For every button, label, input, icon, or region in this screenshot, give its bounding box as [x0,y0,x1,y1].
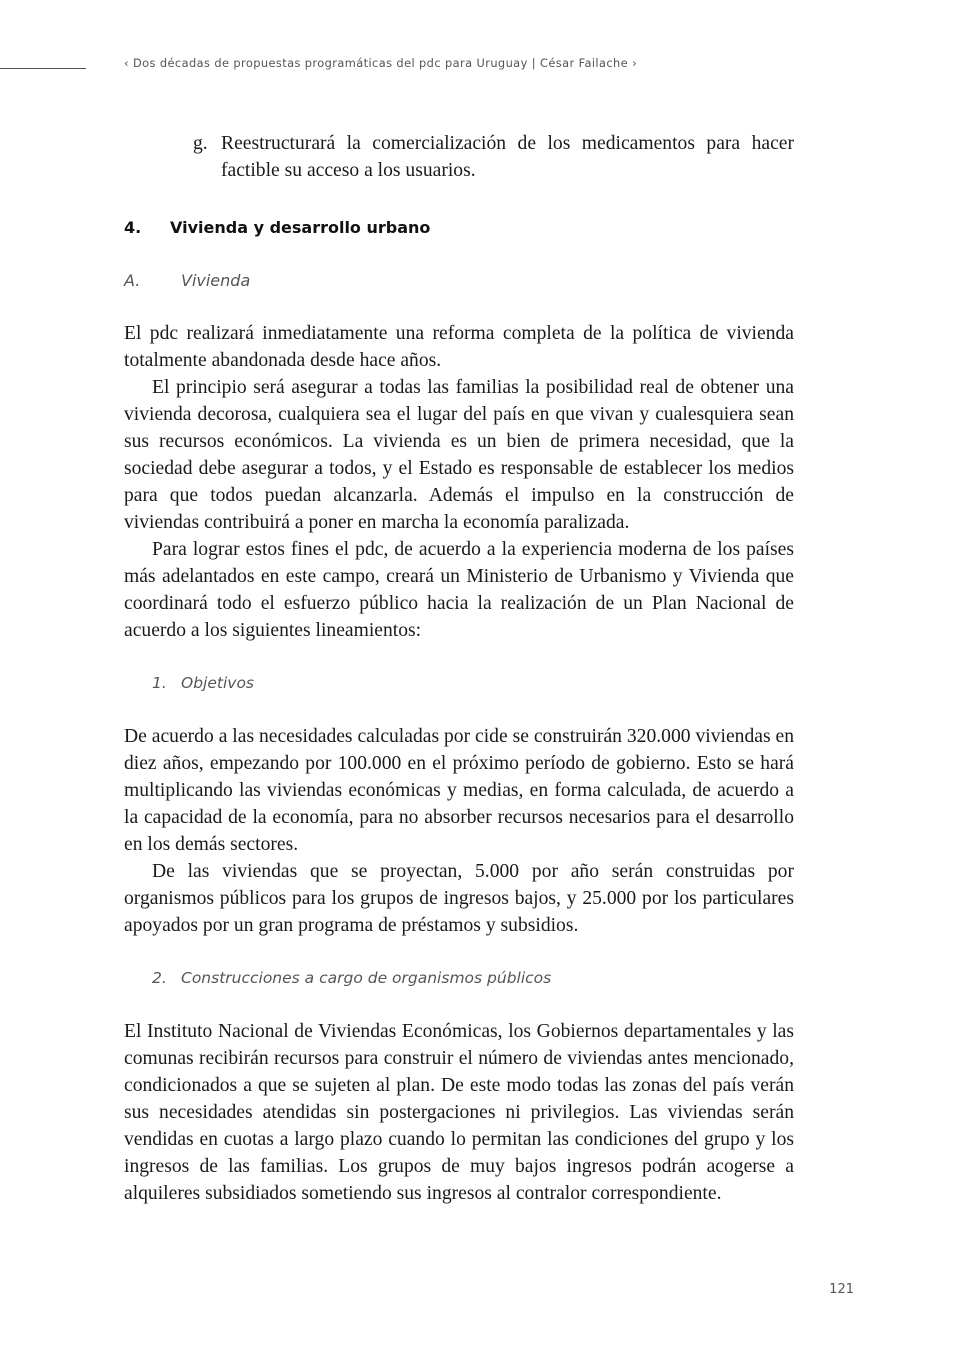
subsection-title: Vivienda [181,271,251,290]
paragraph: De acuerdo a las necesidades calculadas por cide se construirán 320.000 viviendas en diez años, empezando por 100.000 en el próximo período de gobierno. Esto se hará multiplicando las viviendas económicas y medias, en forma calculada, de acuerdo a la capacidad de la economía, para no absorber recursos necesarios para el desarrollo en los demás sectores. [124,726,794,855]
list-item-g [124,130,794,184]
running-header: ‹ Dos décadas de propuestas programáticas del pdc para Uruguay | César Failache › [124,56,638,70]
construcciones-heading [124,965,794,992]
construcciones-number: 2. [152,969,167,987]
paragraph: El Instituto Nacional de Viviendas Económicas, los Gobiernos departamentales y las comunas recibirán recursos para construir el número de viviendas antes mencionado, condicionados a que se sujeten al plan. De este modo todas las zonas del país verán sus necesidades atendidas sin postergaciones ni privilegios. Las viviendas serán vendidas en cuotas a largo plazo cuando lo permitan las condiciones del grupo y los ingresos de las familias. Los grupos de muy bajos ingresos podrán acogerse a alquileres subsidiados sometiendo sus ingresos al contralor correspondiente. [124,1021,794,1204]
section-heading [124,214,794,241]
paragraph: Para lograr estos fines el pdc, de acuerdo a la experiencia moderna de los países más adelantados en este campo, creará un Ministerio de Urbanismo y Vivienda que coordinará todo el esfuerzo público hacia la realización de un Plan Nacional de acuerdo a los siguientes lineamientos: [124,539,794,641]
objetivos-heading [124,670,794,697]
section-number: 4. [124,218,142,237]
objetivos-title: Objetivos [181,674,254,692]
paragraph: El principio será asegurar a todas las familias la posibilidad real de obtener una vivienda decorosa, cualquiera sea el lugar del país en que vivan y cualesquiera sean sus recursos económicos. La vivienda es un bien de primera necesidad, que la sociedad debe asegurar a todos, y el Estado es responsable de establecer los medios para que todos puedan alcanzarla. Además el impulso en la construcción de viviendas contribuirá a poner en marcha la economía paralizada. [124,377,794,533]
paragraph: De las viviendas que se proyectan, 5.000 por año serán construidas por organismos públicos para los grupos de ingresos bajos, y 25.000 por los particulares apoyados por un gran programa de préstamos y subsidios. [124,861,794,936]
paragraph: El pdc realizará inmediatamente una reforma completa de la política de vivienda totalmente abandonada desde hace años. [124,323,794,371]
section-title: Vivienda y desarrollo urbano [170,218,431,237]
subsection-heading [124,267,794,294]
construcciones-title: Construcciones a cargo de organismos públicos [181,969,552,987]
list-item-text: Reestructurará la comercialización de los medicamentos para hacer factible su acceso a los usuarios. [221,133,794,181]
page-number: 121 [829,1282,854,1297]
list-marker: g. [193,133,208,154]
objetivos-number: 1. [152,674,167,692]
page-body [124,130,794,1207]
header-rule [0,68,86,69]
subsection-letter: A. [124,271,141,290]
